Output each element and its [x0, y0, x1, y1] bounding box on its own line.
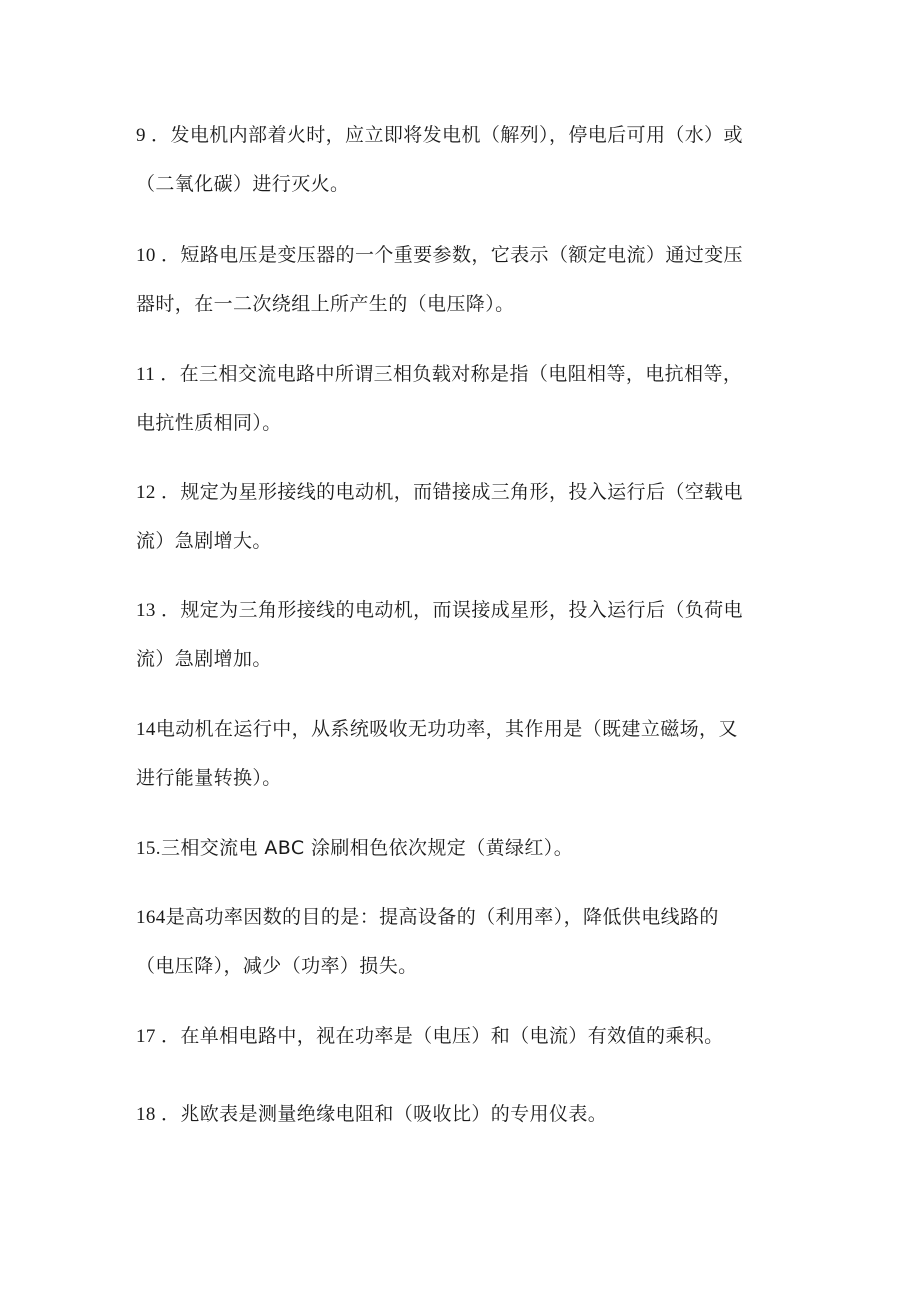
question-text: 三相交流电 ABC 涂刷相色依次规定（黄绿红）。 — [160, 837, 574, 859]
question-line: 器时，在一二次绕组上所产生的（电压降）。 — [136, 293, 515, 315]
question-number: 17 ． — [136, 1026, 181, 1047]
question-text: 是高功率因数的目的是：提高设备的（利用率），降低供电线路的 — [165, 906, 719, 928]
question-line — [136, 705, 786, 754]
question-12 — [136, 468, 786, 565]
question-text: 在三相交流电路中所谓三相负载对称是指（电阻相等，电抗相等， — [179, 363, 743, 385]
question-text: 规定为三角形接线的电动机，而误接成星形，投入运行后（负荷电 — [180, 599, 743, 621]
question-line: （电压降），减少（功率）损失。 — [136, 955, 418, 977]
question-line: 流）急剧增大。 — [136, 530, 272, 552]
question-number: 12 ． — [136, 482, 181, 503]
question-text: 兆欧表是测量绝缘电阻和（吸收比）的专用仪表。 — [180, 1103, 608, 1125]
question-number: 10 ． — [136, 245, 181, 266]
question-line — [136, 231, 786, 280]
question-number: 9 ． — [136, 125, 171, 146]
question-line: 进行能量转换）。 — [136, 767, 282, 789]
question-line: 流）急剧增加。 — [136, 648, 272, 670]
question-17 — [136, 1012, 786, 1061]
question-number: 11 ． — [136, 364, 180, 385]
question-14 — [136, 705, 786, 802]
question-line — [136, 1090, 786, 1139]
question-text: 规定为星形接线的电动机，而错接成三角形，投入运行后（空载电 — [180, 481, 743, 503]
question-line — [136, 893, 786, 942]
question-number: 18 ． — [136, 1104, 181, 1125]
question-text: 短路电压是变压器的一个重要参数，它表示（额定电流）通过变压 — [180, 244, 743, 266]
question-line — [136, 350, 786, 399]
question-line — [136, 111, 786, 160]
question-13 — [136, 586, 786, 683]
question-11 — [136, 350, 786, 447]
question-number: 14 — [136, 719, 156, 740]
question-line — [136, 824, 786, 873]
question-number: 164 — [136, 907, 166, 928]
question-15 — [136, 824, 786, 873]
question-line: （二氧化碳）进行灭火。 — [136, 173, 350, 195]
question-10 — [136, 231, 786, 328]
question-number: 13 ． — [136, 600, 181, 621]
question-line — [136, 468, 786, 517]
question-line — [136, 1012, 786, 1061]
question-line: 电抗性质相同）。 — [136, 412, 282, 434]
question-text: 电动机在运行中，从系统吸收无功功率，其作用是（既建立磁场，又 — [155, 718, 738, 740]
question-text: 在单相电路中，视在功率是（电压）和（电流）有效值的乘积。 — [180, 1025, 724, 1047]
question-9 — [136, 111, 786, 208]
question-16 — [136, 893, 786, 990]
question-text: 发电机内部着火时，应立即将发电机（解列），停电后可用（水）或 — [170, 124, 743, 146]
question-18 — [136, 1090, 786, 1139]
question-number: 15. — [136, 838, 161, 859]
question-line — [136, 586, 786, 635]
